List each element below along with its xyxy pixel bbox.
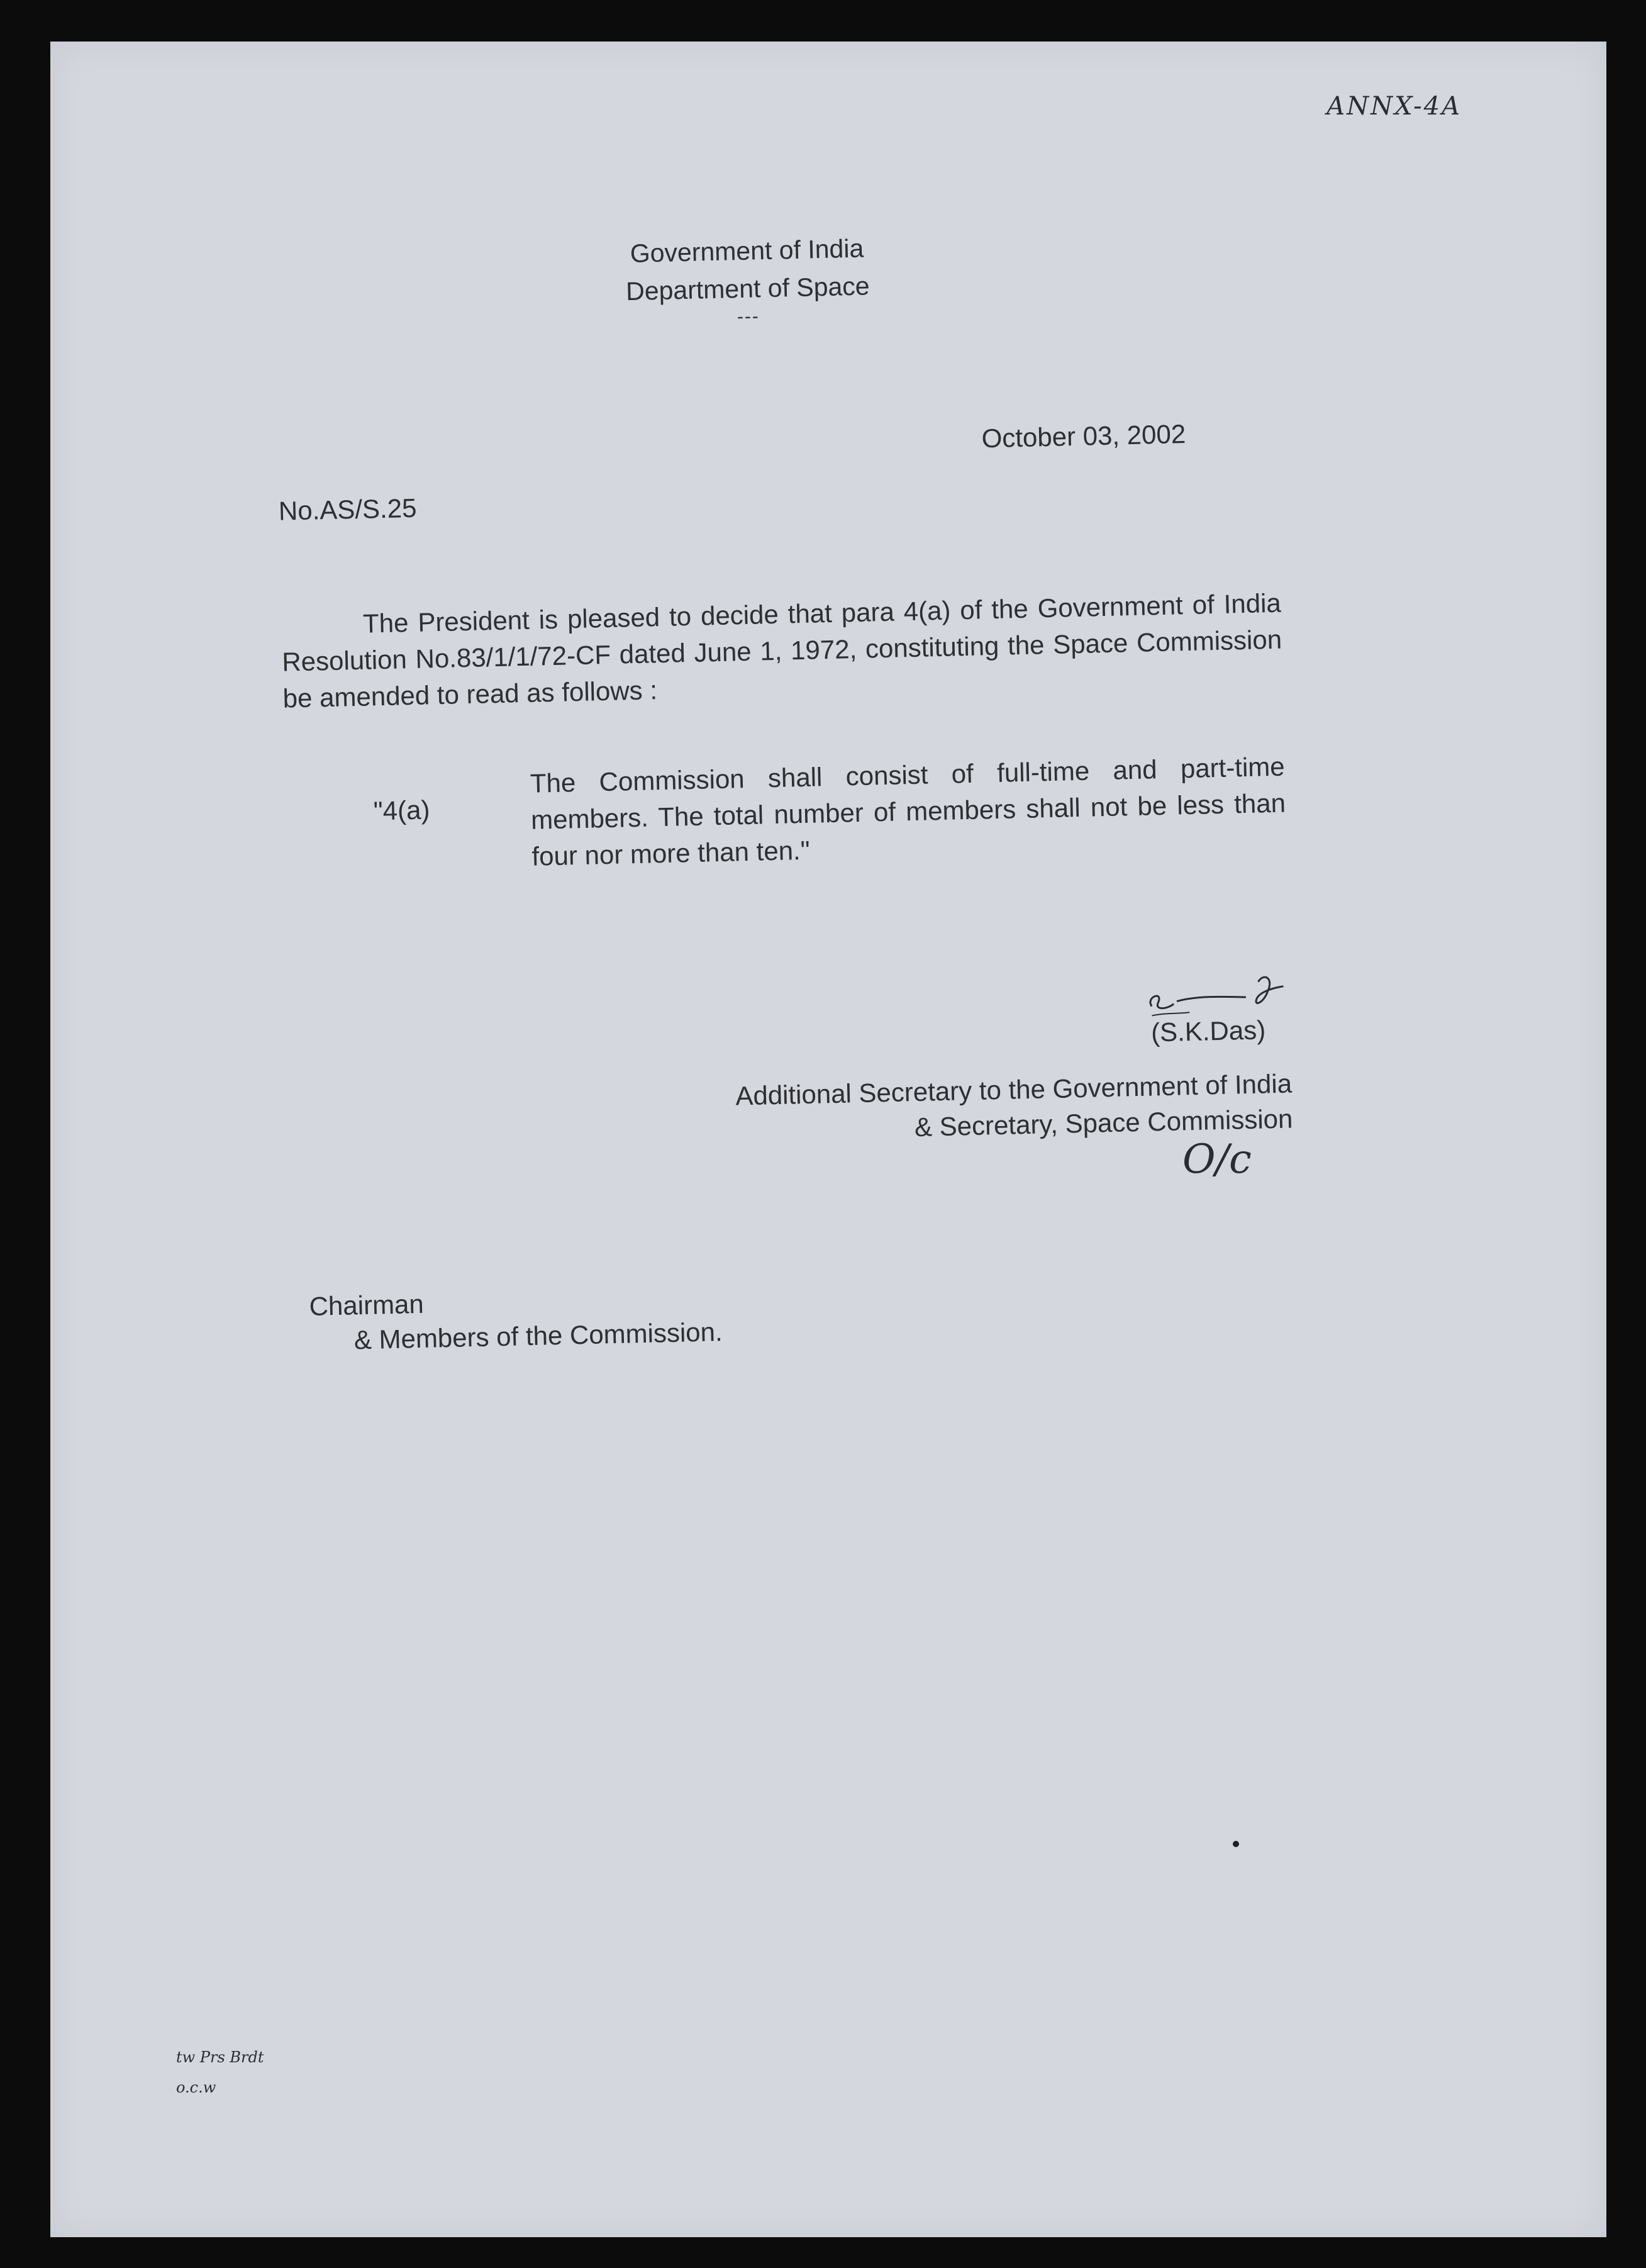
- designation-line-2: & Secretary, Space Commission: [914, 1103, 1293, 1142]
- designation-line-1: Additional Secretary to the Government of India: [735, 1068, 1293, 1111]
- annexure-mark: ANNX-4A: [1326, 92, 1462, 121]
- clause-text: The Commission shall consist of full-time and part-time members. The total number of members shall not be less than four nor more than ten.": [530, 751, 1286, 871]
- signature: [1138, 968, 1328, 1035]
- addressee-line-2: & Members of the Commission.: [353, 1317, 723, 1355]
- header-government: Government of India: [630, 233, 864, 268]
- signatory-name: (S.K.Das): [1150, 1015, 1266, 1047]
- page-content: [36, 24, 1642, 2254]
- paragraph-indent: [281, 633, 363, 635]
- header-department: Department of Space: [625, 271, 870, 306]
- resolution-paragraph: [281, 585, 1283, 717]
- addressee-line-1: Chairman: [309, 1288, 425, 1321]
- letterhead: [625, 229, 870, 329]
- office-copy-mark: O/c: [1182, 1136, 1252, 1183]
- clause-label: "4(a): [373, 795, 430, 826]
- document-page: [50, 42, 1606, 2237]
- reference-number: No.AS/S.25: [278, 493, 417, 526]
- header-separator: ---: [737, 306, 760, 328]
- resolution-text: The President is pleased to decide that para 4(a) of the Government of India Resolution No.83/1/1/72-CF dated June 1, 1972, constituting the Space Commission be amended to read as follows :: [281, 588, 1282, 713]
- document-date: October 03, 2002: [981, 419, 1186, 454]
- ink-speck: [1233, 1841, 1239, 1847]
- margin-note: [176, 2042, 264, 2103]
- margin-note-line-2: o.c.w: [176, 2079, 216, 2096]
- margin-note-line-1: tw Prs Brdt: [176, 2048, 264, 2066]
